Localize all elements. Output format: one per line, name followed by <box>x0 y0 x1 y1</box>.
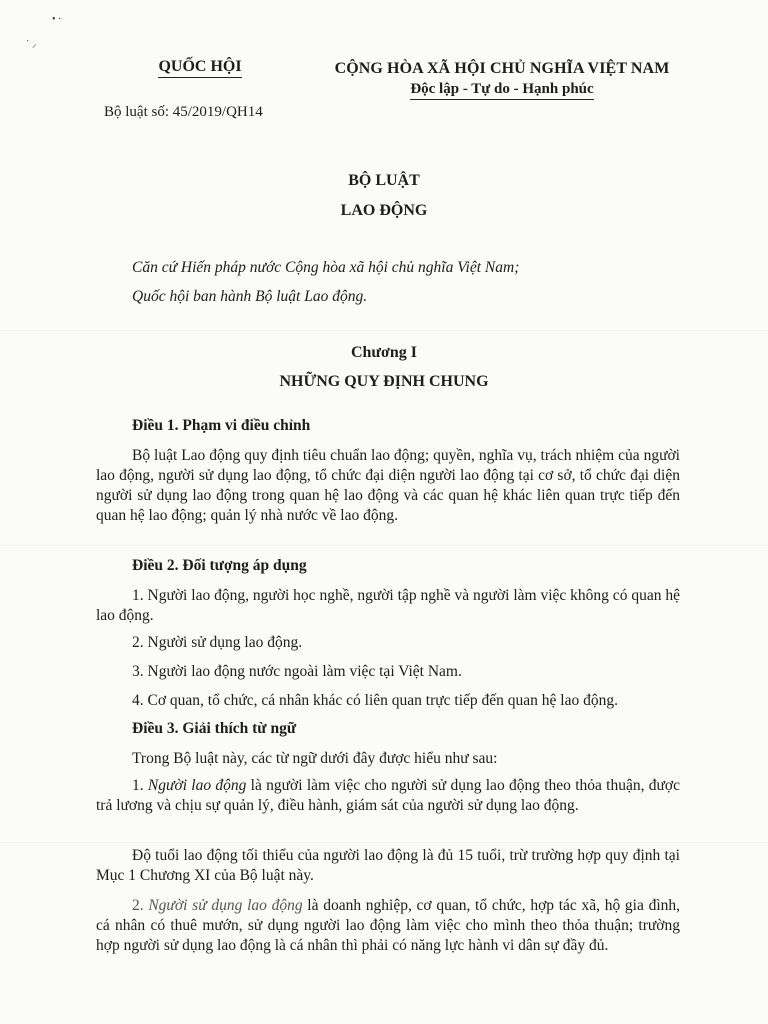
national-title-block <box>306 60 698 100</box>
definition-text: là doanh nghiệp, cơ quan, tổ chức, hợp tác xã, hộ gia đình, cá nhân có thuê mướn, sử dụng người lao động làm việc cho mình theo thỏa thuận; trường hợp người sử dụng lao động là cá nhân thì phải có năng lực hành vi dân sự đầy đủ. <box>96 897 680 954</box>
doc-title-line1: BỘ LUẬT <box>348 172 420 189</box>
definition-paragraph <box>96 776 680 816</box>
republic-name: CỘNG HÒA XÃ HỘI CHỦ NGHĨA VIỆT NAM <box>334 60 670 77</box>
scan-line <box>0 545 768 546</box>
issuer-name: QUỐC HỘI <box>158 58 241 78</box>
article-heading: Điều 2. Đối tượng áp dụng <box>132 557 307 574</box>
doc-title-line2: LAO ĐỘNG <box>340 202 428 219</box>
article-paragraph: Trong Bộ luật này, các từ ngữ dưới đây được hiểu như sau: <box>132 750 498 767</box>
preamble-line: Căn cứ Hiến pháp nước Cộng hòa xã hội chủ nghĩa Việt Nam; <box>132 259 520 276</box>
preamble-line: Quốc hội ban hành Bộ luật Lao động. <box>132 288 368 305</box>
article-heading: Điều 1. Phạm vi điều chỉnh <box>132 417 311 434</box>
national-motto: Độc lập - Tự do - Hạnh phúc <box>410 81 593 100</box>
definition-number: 1. <box>132 777 148 794</box>
chapter-name: NHỮNG QUY ĐỊNH CHUNG <box>279 373 489 390</box>
scan-speck: ˙ ⸝ <box>26 39 37 50</box>
article-heading: Điều 3. Giải thích từ ngữ <box>132 720 297 737</box>
scan-line <box>0 842 768 843</box>
chapter-number: Chương I <box>350 344 418 361</box>
article-paragraph: Bộ luật Lao động quy định tiêu chuẩn lao động; quyền, nghĩa vụ, trách nhiệm của người lao động, người sử dụng lao động, tổ chức đại diện người lao động tại cơ sở, tổ chức đại diện người sử dụng lao động trong quan hệ lao động và các quan hệ khác liên quan trực tiếp đến quan hệ lao động; quản lý nhà nước về lao động. <box>96 447 680 524</box>
scan-line <box>0 330 768 331</box>
article-paragraph: 2. Người sử dụng lao động. <box>132 634 303 651</box>
article-paragraph: Độ tuổi lao động tối thiểu của người lao động là đủ 15 tuổi, trừ trường hợp quy định tại Mục 1 Chương XI của Bộ luật này. <box>96 847 680 884</box>
issuer-block <box>100 58 300 78</box>
definition-paragraph <box>96 896 680 956</box>
law-number: Bộ luật số: 45/2019/QH14 <box>104 104 263 120</box>
article-paragraph: 4. Cơ quan, tổ chức, cá nhân khác có liên quan trực tiếp đến quan hệ lao động. <box>132 692 618 709</box>
article-paragraph: 1. Người lao động, người học nghề, người tập nghề và người làm việc không có quan hệ lao động. <box>96 587 680 624</box>
defined-term: Người lao động <box>147 777 247 794</box>
definition-number: 2. <box>132 897 149 914</box>
scan-speck: • · <box>52 14 62 25</box>
defined-term: Người sử dụng lao động <box>148 897 303 914</box>
definition-text: là người làm việc cho người sử dụng lao động theo thỏa thuận, được trả lương và chịu sự quản lý, điều hành, giám sát của người sử dụng lao động. <box>96 777 680 814</box>
article-paragraph: 3. Người lao động nước ngoài làm việc tại Việt Nam. <box>132 663 462 680</box>
